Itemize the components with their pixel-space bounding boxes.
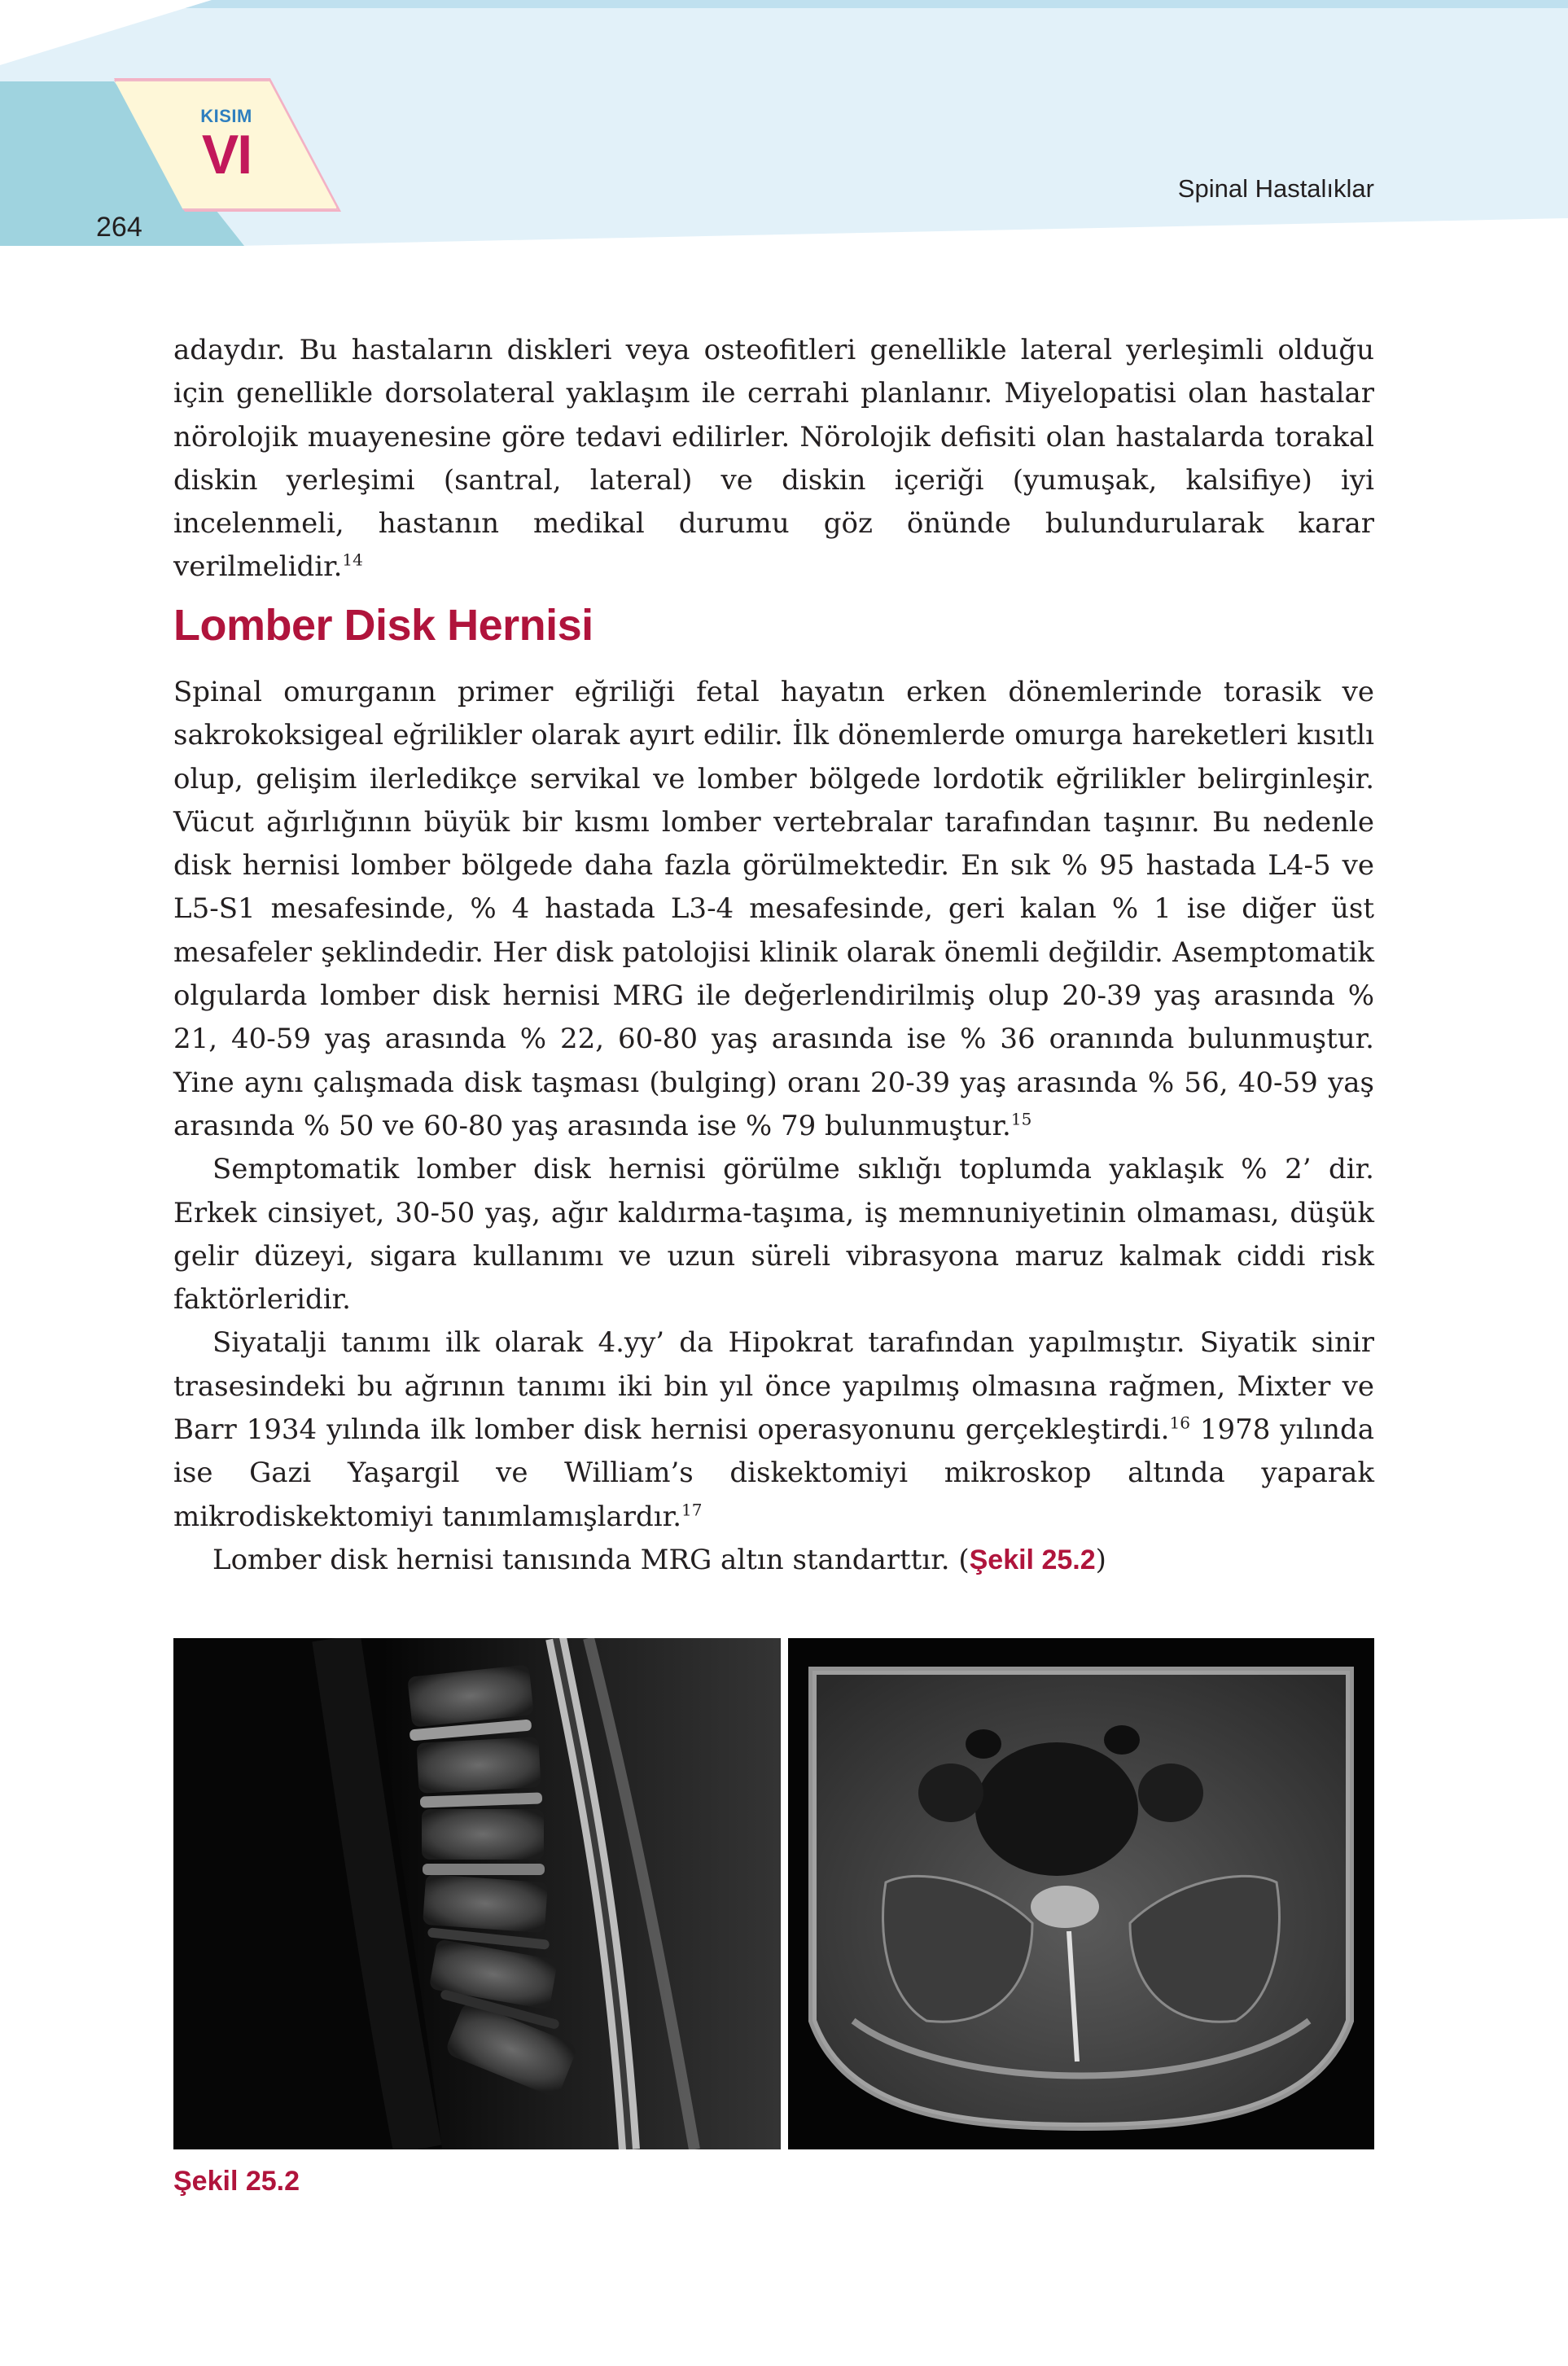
paragraph-4-text: Lomber disk hernisi tanısında MRG altın standarttır. ( — [212, 1543, 970, 1576]
mri-sagittal-image — [173, 1638, 781, 2149]
citation-15: 15 — [1010, 1109, 1032, 1129]
paragraph-1-text: Spinal omurganın primer eğriliği fetal hayatın erken dönemlerinde torasik ve sakrokoksigeal eğrilikler olarak ayırt edilir. İlk dönemlerde omurga hareketleri kısıtlı olup, gelişim ilerledikçe servikal ve lomber bölgede lordotik eğrilikler belirginleşir. Vücut ağırlığının büyük bir kısmı lomber vertebralar tarafından taşınır. Bu nedenle disk hernisi lomber bölgede daha fazla görülmektedir. En sık % 95 hastada L4-5 ve L5-S1 mesafesinde, % 4 hastada L3-4 mesafesinde, geri kalan % 1 ise diğer üst mesafeler şeklindedir. Her disk patolojisi klinik olarak önemli değildir. Asemptomatik olgularda lomber disk hernisi MRG ile değerlendirilmiş olup 20-39 yaş arasında % 21, 40-59 yaş arasında % 22, 60-80 yaş arasında ise % 36 oranında bulunmuştur. Yine aynı çalışmada disk taşması (bulging) oranı 20-39 yaş arasında % 56, 40-59 yaş arasında % 50 ve 60-80 yaş arasında ise % 79 bulunmuştur. — [173, 676, 1374, 1142]
section-title: Lomber Disk Hernisi — [173, 601, 593, 650]
mri-sagittal-graphic — [173, 1638, 781, 2149]
paragraph-3 — [173, 1321, 1374, 1538]
part-number: VI — [201, 124, 252, 186]
intro-paragraph — [173, 329, 1374, 589]
section-body — [173, 671, 1374, 1582]
paragraph-2-text: Semptomatik lomber disk hernisi görülme sıklığı toplumda yaklaşık % 2’ dir. Erkek cinsiyet, 30-50 yaş, ağır kaldırma-taşıma, iş memnuniyetinin olmaması, düşük gelir düzeyi, sigara kullanımı ve uzun süreli vibrasyona maruz kalmak ciddi risk faktörleridir. — [173, 1153, 1374, 1317]
citation-17: 17 — [681, 1500, 703, 1520]
part-label: KISIM — [200, 106, 252, 126]
running-head: Spinal Hastalıklar — [1177, 174, 1374, 203]
paragraph-2 — [173, 1148, 1374, 1321]
paragraph-4-close: ) — [1095, 1543, 1106, 1576]
figure-reference-link[interactable]: Şekil 25.2 — [969, 1544, 1096, 1575]
mri-axial-image — [788, 1638, 1374, 2149]
paragraph-3-text-b: 1978 yılında ise Gazi Yaşargil ve William’s diskektomiyi mikroskop altında yaparak mikrodiskektomiyi tanımlamışlardır. — [173, 1413, 1375, 1533]
page-number: 264 — [96, 212, 142, 243]
paragraph-4 — [173, 1539, 1374, 1582]
citation-14: 14 — [342, 550, 363, 571]
paragraph-3-text-a: Siyatalji tanımı ilk olarak 4.yy’ da Hipokrat tarafından yapılmıştır. Siyatik sinir trasesindeki bu ağrının tanımı iki bin yıl önce yapılmış olmasına rağmen, Mixter ve Barr 1934 yılında ilk lomber disk hernisi operasyonunu gerçekleştirdi. — [173, 1326, 1374, 1447]
citation-16: 16 — [1169, 1413, 1190, 1433]
paragraph-1 — [173, 671, 1374, 1148]
figure-caption: Şekil 25.2 — [173, 2166, 300, 2197]
header-top-strip — [147, 0, 1568, 8]
intro-text: adaydır. Bu hastaların diskleri veya osteofitleri genellikle lateral yerleşimli olduğu için genellikle dorsolateral yaklaşım ile cerrahi planlanır. Miyelopatisi olan hastalar nörolojik muayenesine göre tedavi edilirler. Nörolojik defisiti olan hastalarda torakal diskin yerleşimi (santral, lateral) ve diskin içeriği (yumuşak, kalsifiye) iyi incelenmeli, hastanın medikal durumu göz önünde bulundurularak karar verilmelidir. — [173, 334, 1374, 584]
mri-axial-graphic — [788, 1638, 1374, 2149]
